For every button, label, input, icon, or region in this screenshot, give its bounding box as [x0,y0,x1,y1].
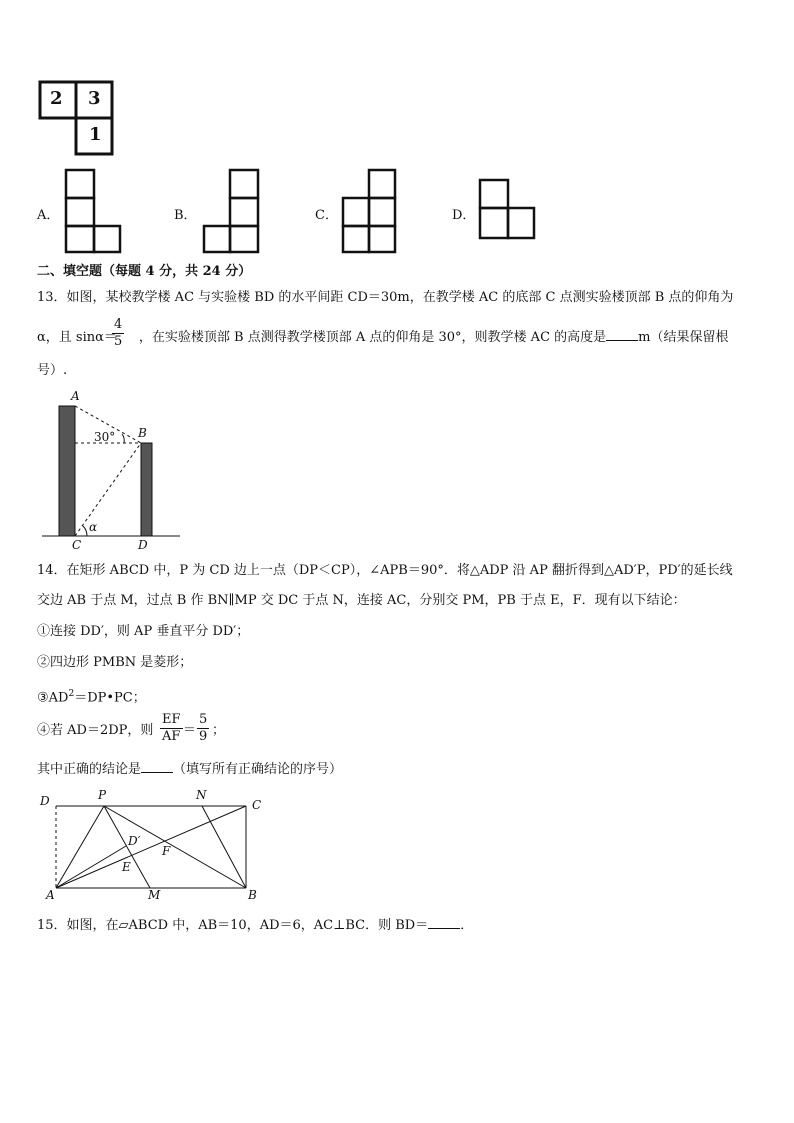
q14-c3-pre: ③AD [37,690,69,706]
q14-conclusion-1: ①连接 DD′，则 AP 垂直平分 DD′； [37,624,250,639]
q14-c3-sup: 2 [68,689,75,699]
q14-label-f: F [162,844,171,858]
q15-text-post: ． [460,918,474,933]
q13-label-b: B [138,426,147,440]
q14-conclusion-2: ②四边形 PMBN 是菱形； [37,655,193,670]
q15-text-pre: 15．如图，在▱ABCD 中，AB＝10，AD＝6，AC⊥BC．则 BD＝ [37,918,429,933]
net-cell-2: 2 [50,88,63,109]
q14-label-e: E [122,860,131,874]
q14-answer-line [37,758,342,780]
q14-label-m: M [148,888,161,902]
option-a-label: A． [37,208,60,223]
q13-line3: 号）. [37,363,68,378]
q14-frac1-num: EF [162,712,181,727]
q13-label-c: C [72,538,82,552]
q14-label-p: P [98,788,107,802]
q14-c4-pre: ④若 AD＝2DP，则 [37,723,154,738]
q13-sin-fraction [112,317,124,350]
net-cell-3: 3 [88,88,101,109]
q14-answer-pre: 其中正确的结论是 [37,762,142,777]
q14-label-d: D [40,794,50,808]
q15-line [37,914,473,936]
q14-conclusion-3 [37,684,146,708]
q13-figure [40,388,190,558]
q14-frac1-den: AF [162,729,181,744]
q13-frac-num: 4 [114,317,123,332]
q14-c4-eq: ＝ [183,723,197,738]
q13-line2-tail: m（结果保留根 [638,330,729,345]
q14-c3-post: ＝DP•PC； [74,690,146,706]
q14-frac-5-9 [197,712,209,745]
option-c-figure [341,168,397,258]
q14-label-a: A [46,888,55,902]
option-b-figure [202,168,260,258]
q13-line2 [37,326,728,348]
q13-frac-den: 5 [114,334,123,349]
option-d-figure [478,178,536,246]
net-cell-1: 1 [89,124,102,145]
q14-frac-ef-af [160,712,183,745]
q14-figure [36,786,276,910]
q13-answer-blank[interactable] [606,326,638,341]
q14-line2: 交边 AB 于点 M，过点 B 作 BN∥MP 交 DC 于点 N，连接 AC，分别交 PM，PB 于点 E，F．现有以下结论： [37,593,686,608]
q14-label-dprime: D′ [128,834,141,848]
q13-line2-post: ，在实验楼顶部 B 点测得教学楼顶部 A 点的仰角是 30°，则教学楼 AC 的高度是 [138,330,607,345]
q14-label-c: C [252,798,262,812]
q13-line2-pre: α，且 sinα＝ [37,330,117,345]
q15-answer-blank[interactable] [428,914,460,929]
q14-c4-post: ； [212,723,226,738]
q14-frac2-den: 9 [199,729,208,744]
q14-conclusion-4 [37,721,153,741]
q14-label-n: N [196,788,207,802]
q14-frac2-num: 5 [199,712,208,727]
option-c-label: C． [315,208,338,223]
q14-answer-post: （填写所有正确结论的序号） [173,762,343,777]
option-a-figure [64,168,122,258]
q14-label-b: B [248,888,257,902]
q13-line1: 13．如图，某校教学楼 AC 与实验楼 BD 的水平间距 CD＝30m，在教学楼 AC 的底部 C 点测实验楼顶部 B 点的仰角为 [37,290,734,305]
option-b-label: B． [174,208,197,223]
option-d-label: D． [452,208,476,223]
q13-angle-alpha: α [89,520,98,534]
q14-answer-blank[interactable] [141,758,173,773]
q13-label-d: D [138,538,148,552]
q13-angle-30: 30° [94,430,116,444]
section-title: 二、填空题（每题 4 分，共 24 分） [37,264,252,279]
net-figure [38,80,114,158]
q13-label-a: A [71,389,80,403]
q14-line1: 14．在矩形 ABCD 中，P 为 CD 边上一点（DP＜CP），∠APB＝90°．将△ADP 沿 AP 翻折得到△AD′P，PD′的延长线 [37,563,733,578]
